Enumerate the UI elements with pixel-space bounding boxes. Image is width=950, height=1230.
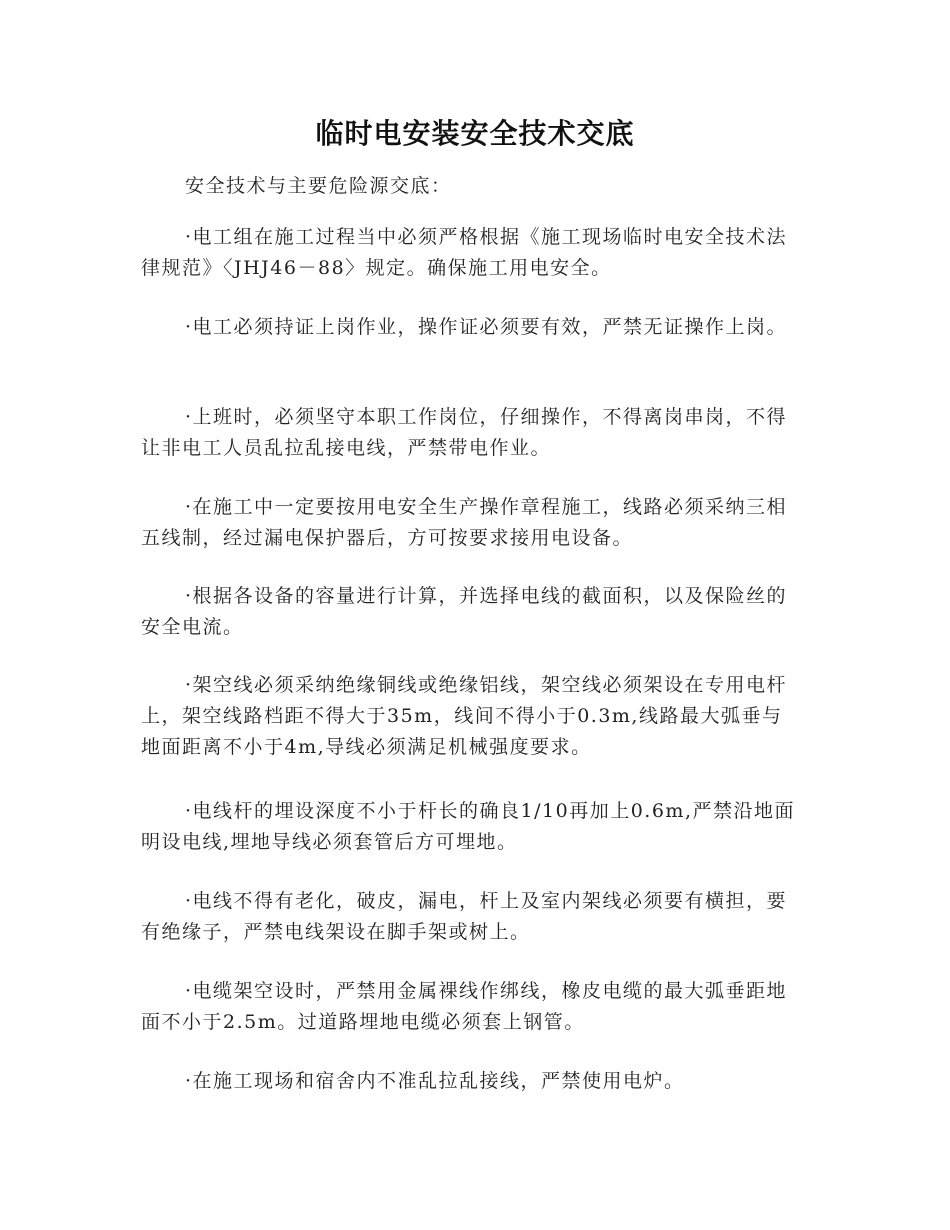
list-item — [141, 976, 801, 1038]
list-item — [141, 1066, 801, 1097]
document-title: 临时电安装安全技术交底 — [315, 117, 635, 150]
list-item — [141, 492, 801, 554]
list-item-text: ·上班时，必须坚守本职工作岗位，仔细操作，不得离岗串岗，不得让非电工人员乱拉乱接电线，严禁带电作业。 — [141, 406, 788, 459]
list-item-text: ·电线不得有老化，破皮，漏电，杆上及室内架线必须要有横担，要有绝缘子，严禁电线架设在脚手架或树上。 — [141, 890, 788, 943]
list-item-text: ·根据各设备的容量进行计算，并选择电线的截面积，以及保险丝的安全电流。 — [141, 585, 788, 638]
list-item — [141, 670, 801, 763]
intro-line: 安全技术与主要危险源交底： — [185, 175, 452, 197]
list-item-text: ·在施工中一定要按用电安全生产操作章程施工，线路必须采纳三相五线制，经过漏电保护器后，方可按要求接用电设备。 — [141, 496, 788, 549]
list-item-text: ·电工必须持证上岗作业，操作证必须要有效，严禁无证操作上岗。 — [185, 316, 788, 338]
list-item — [141, 402, 801, 464]
list-item-text: ·电线杆的埋设深度不小于杆长的确良1/10再加上0.6m,严禁沿地面明设电线,埋地导线必须套管后方可埋地。 — [141, 800, 795, 853]
list-item-text: ·电缆架空设时，严禁用金属裸线作绑线，橡皮电缆的最大弧垂距地面不小于2.5m。过道路埋地电缆必须套上钢管。 — [141, 980, 788, 1033]
list-item-text: ·在施工现场和宿舍内不准乱拉乱接线，严禁使用电炉。 — [185, 1070, 685, 1092]
list-item — [141, 312, 801, 343]
list-item — [141, 222, 801, 284]
list-item — [141, 581, 801, 643]
list-item — [141, 796, 801, 858]
list-item-text: ·架空线必须采纳绝缘铜线或绝缘铝线，架空线必须架设在专用电杆上，架空线路档距不得大于35m，线间不得小于0.3m,线路最大弧垂与地面距离不小于4m,导线必须满足机械强度要求。 — [141, 674, 788, 758]
list-item — [141, 886, 801, 948]
list-item-text: ·电工组在施工过程当中必须严格根据《施工现场临时电安全技术法律规范》〈JHJ46－88〉规定。确保施工用电安全。 — [141, 226, 788, 279]
